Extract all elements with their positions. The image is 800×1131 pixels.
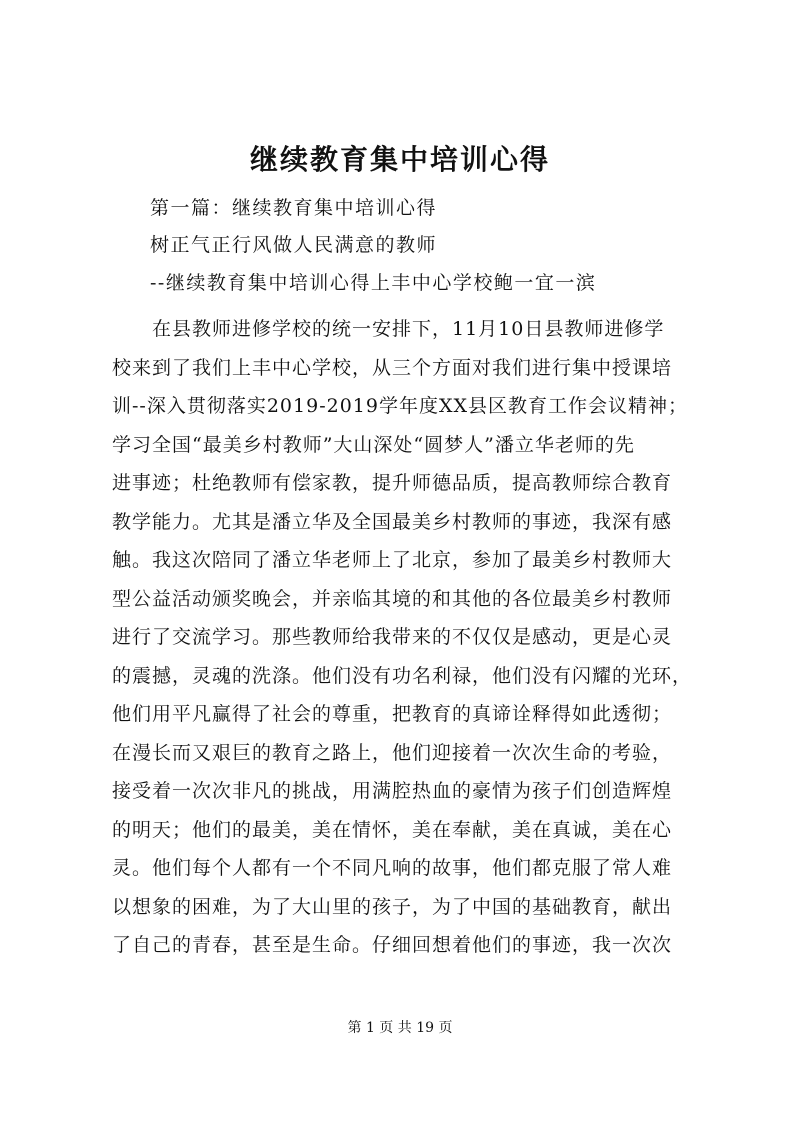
- body-line: 触。我这次陪同了潘立华老师上了北京，参加了最美乡村教师大: [112, 549, 673, 571]
- body-line: 他们用平凡赢得了社会的尊重，把教育的真谛诠释得如此透彻；: [112, 703, 673, 725]
- body-line: 进行了交流学习。那些教师给我带来的不仅仅是感动，更是心灵: [112, 626, 673, 648]
- body-line: 训--深入贯彻落实2019-2019学年度XX县区教育工作会议精神；: [112, 395, 689, 417]
- document-title: 继续教育集中培训心得: [249, 143, 550, 176]
- intro-line-author: --继续教育集中培训心得上丰中心学校鲍一宜一滨: [150, 272, 597, 294]
- body-line: 灵。他们每个人都有一个不同凡响的故事，他们都克服了常人难: [112, 857, 673, 879]
- body-line: 型公益活动颁奖晚会，并亲临其境的和其他的各位最美乡村教师: [112, 587, 673, 610]
- body-line: 的震撼，灵魂的洗涤。他们没有功名利禄，他们没有闪耀的光环，: [112, 664, 693, 687]
- body-line: 以想象的困难，为了大山里的孩子，为了中国的基础教育，献出: [112, 895, 673, 918]
- intro-line-section-heading: 第一篇：继续教育集中培训心得: [150, 197, 438, 219]
- body-line: 学习全国“最美乡村教师”大山深处“圆梦人”潘立华老师的先: [112, 433, 635, 456]
- body-line: 在漫长而又艰巨的教育之路上，他们迎接着一次次生命的考验，: [112, 741, 673, 764]
- intro-line-subtitle: 树正气正行风做人民满意的教师: [150, 234, 438, 256]
- body-line: 了自己的青春，甚至是生命。仔细回想着他们的事迹，我一次次: [112, 934, 673, 956]
- body-line: 在县教师进修学校的统一安排下，11月10日县教师进修学: [152, 318, 665, 340]
- body-line: 的明天；他们的最美，美在情怀，美在奉献，美在真诚，美在心: [112, 818, 673, 841]
- body-line: 教学能力。尤其是潘立华及全国最美乡村教师的事迹，我深有感: [112, 510, 673, 533]
- body-paragraph: [112, 310, 708, 965]
- body-line: 接受着一次次非凡的挑战，用满腔热血的豪情为孩子们创造辉煌: [112, 780, 673, 802]
- body-line: 进事迹；杜绝教师有偿家教，提升师德品质，提高教师综合教育: [112, 472, 673, 494]
- page-number-footer: 第 1 页 共 19 页: [347, 1020, 453, 1036]
- body-line: 校来到了我们上丰中心学校，从三个方面对我们进行集中授课培: [112, 356, 673, 379]
